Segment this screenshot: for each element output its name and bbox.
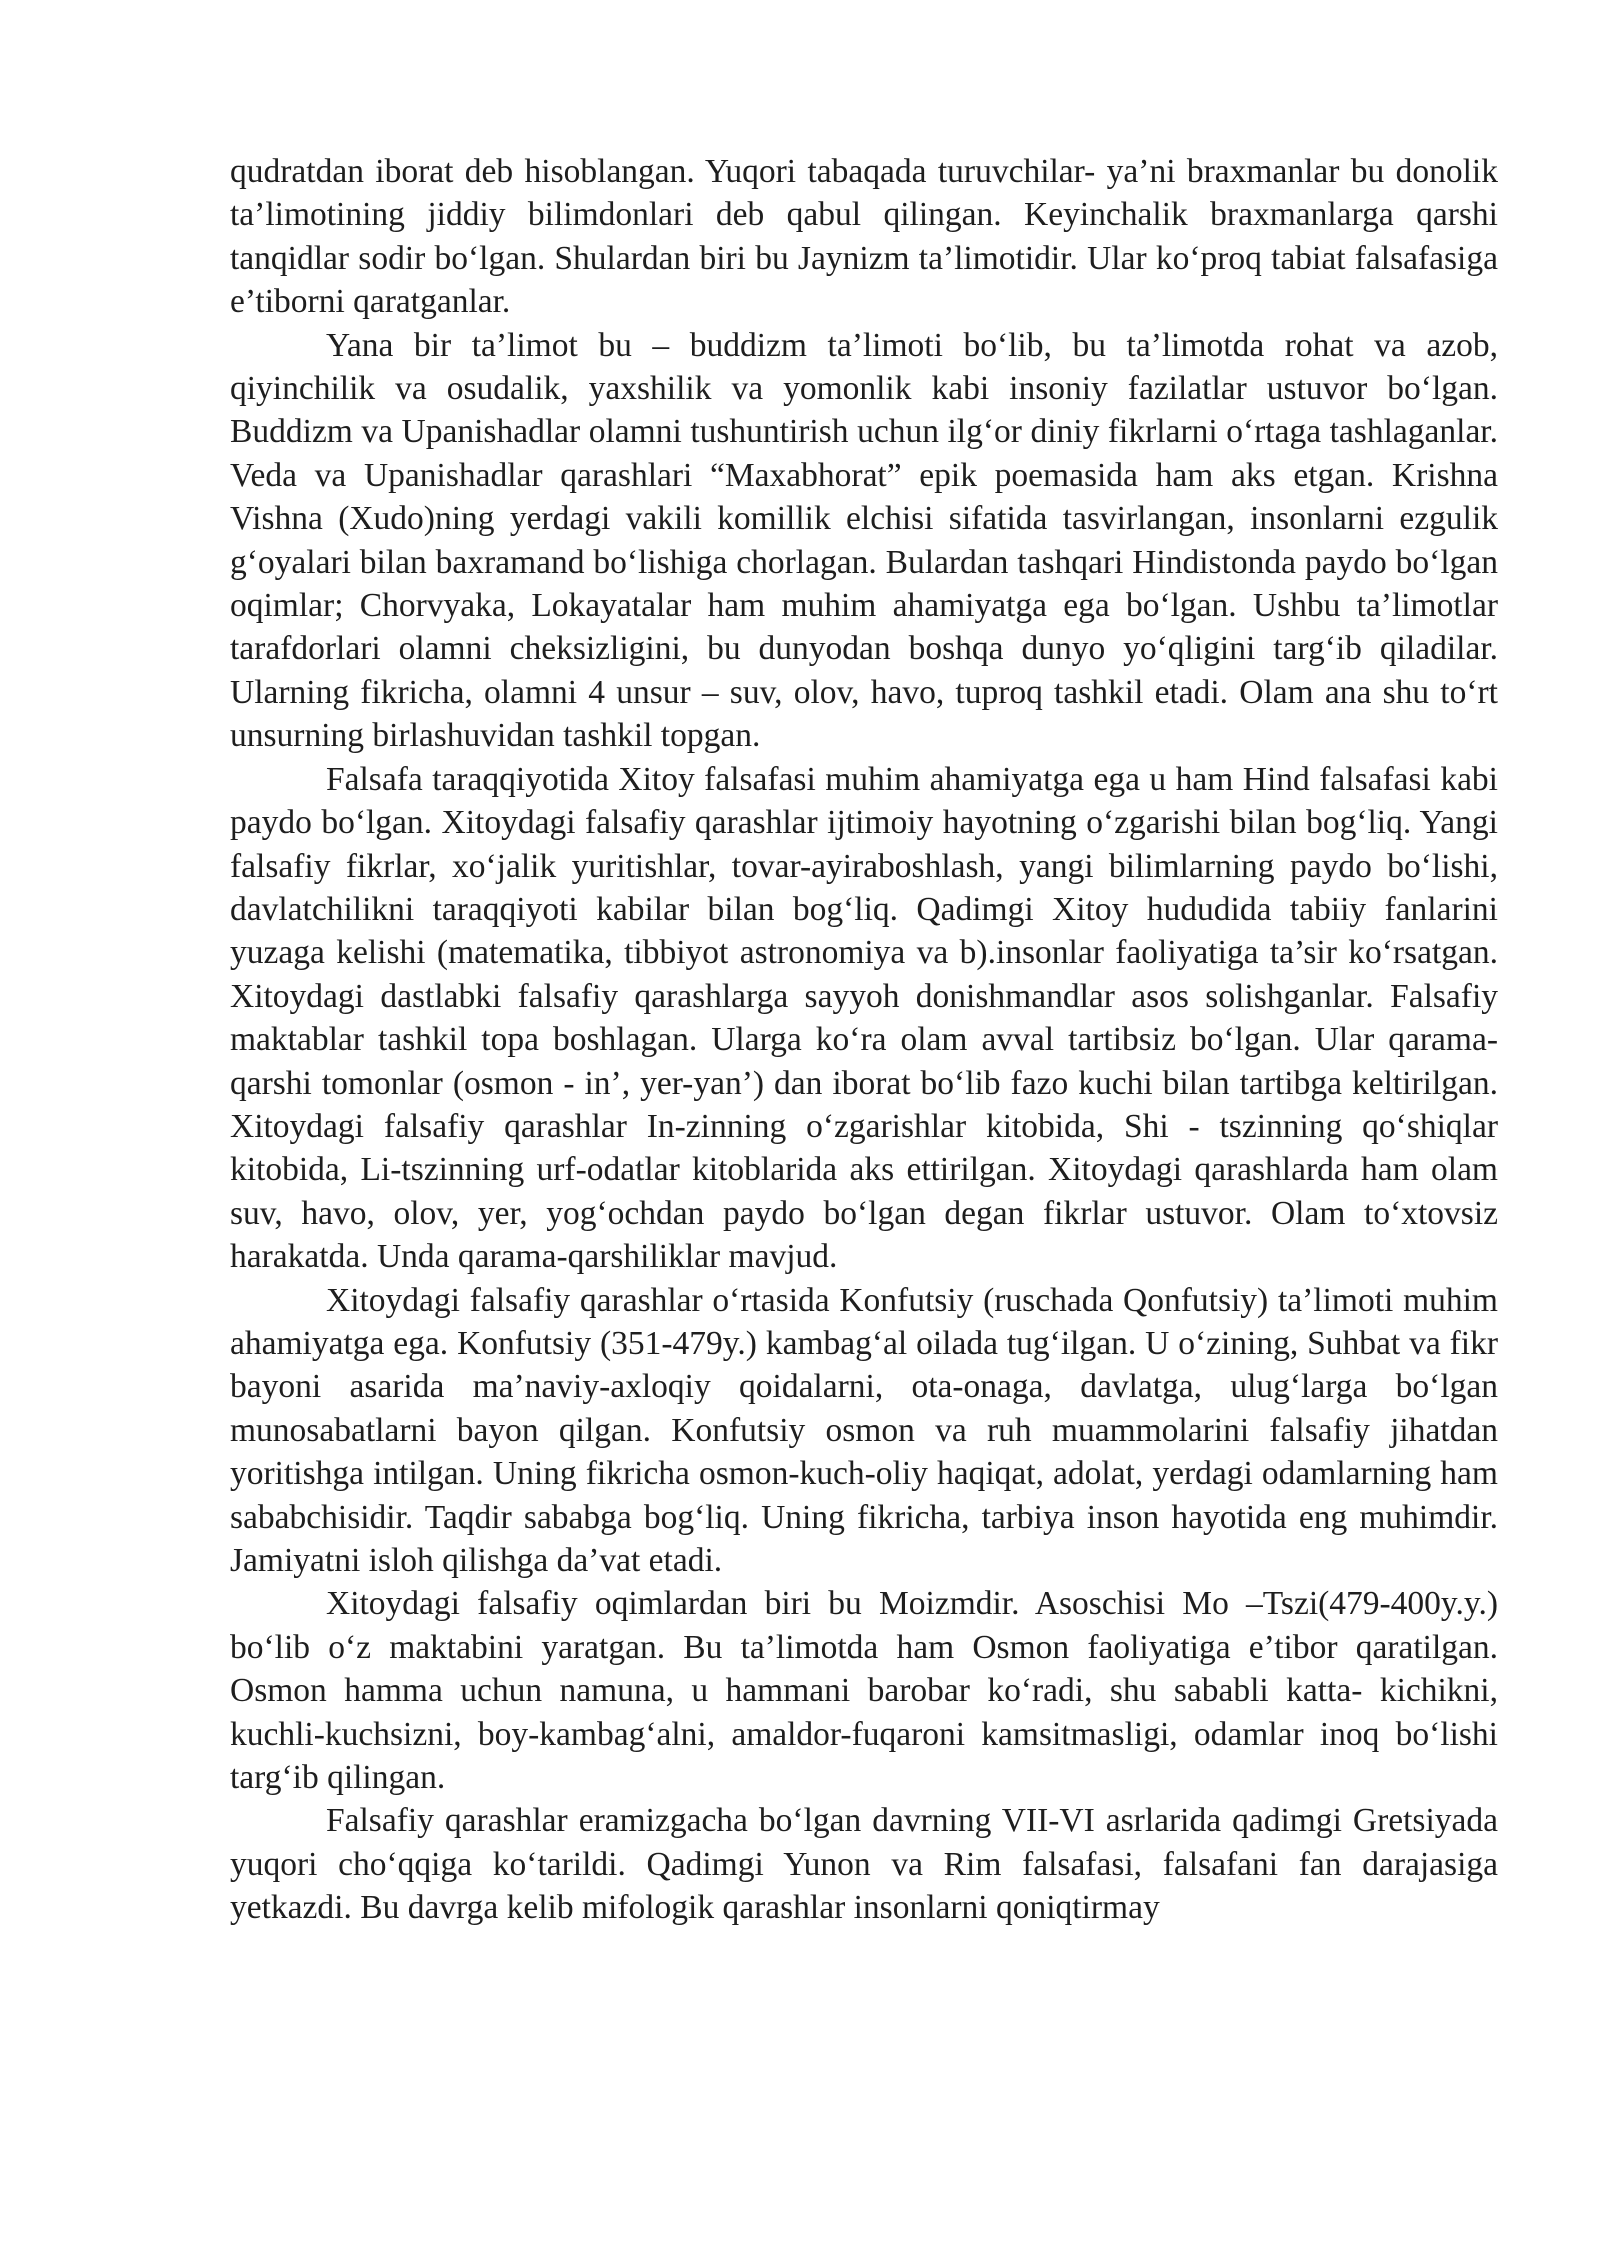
paragraph-mohism: Xitoydagi falsafiy oqimlardan biri bu Moizmdir. Asoschisi Mo –Tszi(479-400y.y.) bo‘lib o‘z maktabini yaratgan. Bu ta’limotda ham Osmon faoliyatiga e’tibor qaratilgan. Osmon hamma uchun namuna, u hammani barobar ko‘radi, shu sababli katta- kichikni, kuchli-kuchsizni, boy-kambag‘alni, amaldor-fuqaroni kamsitmasligi, odamlar inoq bo‘lishi targ‘ib qilingan. [230, 1585, 1498, 1797]
document-page [230, 150, 1498, 1930]
paragraph-buddhism: Yana bir ta’limot bu – buddizm ta’limoti bo‘lib, bu ta’limotda rohat va azob, qiyinchilik va osudalik, yaxshilik va yomonlik kabi insoniy fazilatlar ustuvor bo‘lgan. Buddizm va Upanishadlar olamni tushuntirish uchun ilg‘or diniy fikrlarni o‘rtaga tashlaganlar. Veda va Upanishadlar qarashlari “Maxabhorat” epik poemasida ham aks etgan. Krishna Vishna (Xudo)ning yerdagi vakili komillik elchisi sifatida tasvirlangan, insonlarni ezgulik g‘oyalari bilan baxramand bo‘lishiga chorlagan. Bulardan tashqari Hindistonda paydo bo‘lgan oqimlar; Chorvyaka, Lokayatalar ham muhim ahamiyatga ega bo‘lgan. Ushbu ta’limotlar tarafdorlari olamni cheksizligini, bu dunyodan boshqa dunyo yo‘qligini targ‘ib qiladilar. Ularning fikricha, olamni 4 unsur – suv, olov, havo, tuproq tashkil etadi. Olam ana shu to‘rt unsurning birlashuvidan tashkil topgan. [230, 326, 1498, 755]
paragraph-continuation: qudratdan iborat deb hisoblangan. Yuqori tabaqada turuvchilar- ya’ni braxmanlar bu donolik ta’limotining jiddiy bilimdonlari deb qabul qilingan. Keyinchalik braxmanlarga qarshi tanqidlar sodir bo‘lgan. Shulardan biri bu Jaynizm ta’limotidir. Ular ko‘proq tabiat falsafasiga e’tiborni qaratganlar. [230, 153, 1498, 321]
paragraph-greek-philosophy: Falsafiy qarashlar eramizgacha bo‘lgan davrning VII-VI asrlarida qadimgi Gretsiyada yuqori cho‘qqiga ko‘tarildi. Qadimgi Yunon va Rim falsafasi, falsafani fan darajasiga yetkazdi. Bu davrga kelib mifologik qarashlar insonlarni qoniqtirmay [230, 1802, 1498, 1927]
paragraph-confucius: Xitoydagi falsafiy qarashlar o‘rtasida Konfutsiy (ruschada Qonfutsiy) ta’limoti muhim ahamiyatga ega. Konfutsiy (351-479y.) kambag‘al oilada tug‘ilgan. U o‘zining, Suhbat va fikr bayoni asarida ma’naviy-axloqiy qoidalarni, ota-onaga, davlatga, ulug‘larga bo‘lgan munosabatlarni bayon qilgan. Konfutsiy osmon va ruh muammolarini falsafiy jihatdan yoritishga intilgan. Uning fikricha osmon-kuch-oliy haqiqat, adolat, yerdagi odamlarning ham sababchisidir. Taqdir sababga bog‘liq. Uning fikricha, tarbiya inson hayotida eng muhimdir. Jamiyatni isloh qilishga da’vat etadi. [230, 1281, 1498, 1579]
paragraph-chinese-philosophy: Falsafa taraqqiyotida Xitoy falsafasi muhim ahamiyatga ega u ham Hind falsafasi kabi paydo bo‘lgan. Xitoydagi falsafiy qarashlar ijtimoiy hayotning o‘zgarishi bilan bog‘liq. Yangi falsafiy fikrlar, xo‘jalik yuritishlar, tovar-ayiraboshlash, yangi bilimlarning paydo bo‘lishi, davlatchilikni taraqqiyoti kabilar bilan bog‘liq. Qadimgi Xitoy hududida tabiiy fanlarini yuzaga kelishi (matematika, tibbiyot astronomiya va b).insonlar faoliyatiga ta’sir ko‘rsatgan. Xitoydagi dastlabki falsafiy qarashlarga sayyoh donishmandlar asos solishganlar. Falsafiy maktablar tashkil topa boshlagan. Ularga ko‘ra olam avval tartibsiz bo‘lgan. Ular qarama-qarshi tomonlar (osmon - in’, yer-yan’) dan iborat bo‘lib fazo kuchi bilan tartibga keltirilgan. Xitoydagi falsafiy qarashlar In-zinning o‘zgarishlar kitobida, Shi - tszinning qo‘shiqlar kitobida, Li-tszinning urf-odatlar kitoblarida aks ettirilgan. Xitoydagi qarashlarda ham olam suv, havo, olov, yer, yog‘ochdan paydo bo‘lgan degan fikrlar ustuvor. Olam to‘xtovsiz harakatda. Unda qarama-qarshiliklar mavjud. [230, 760, 1498, 1276]
